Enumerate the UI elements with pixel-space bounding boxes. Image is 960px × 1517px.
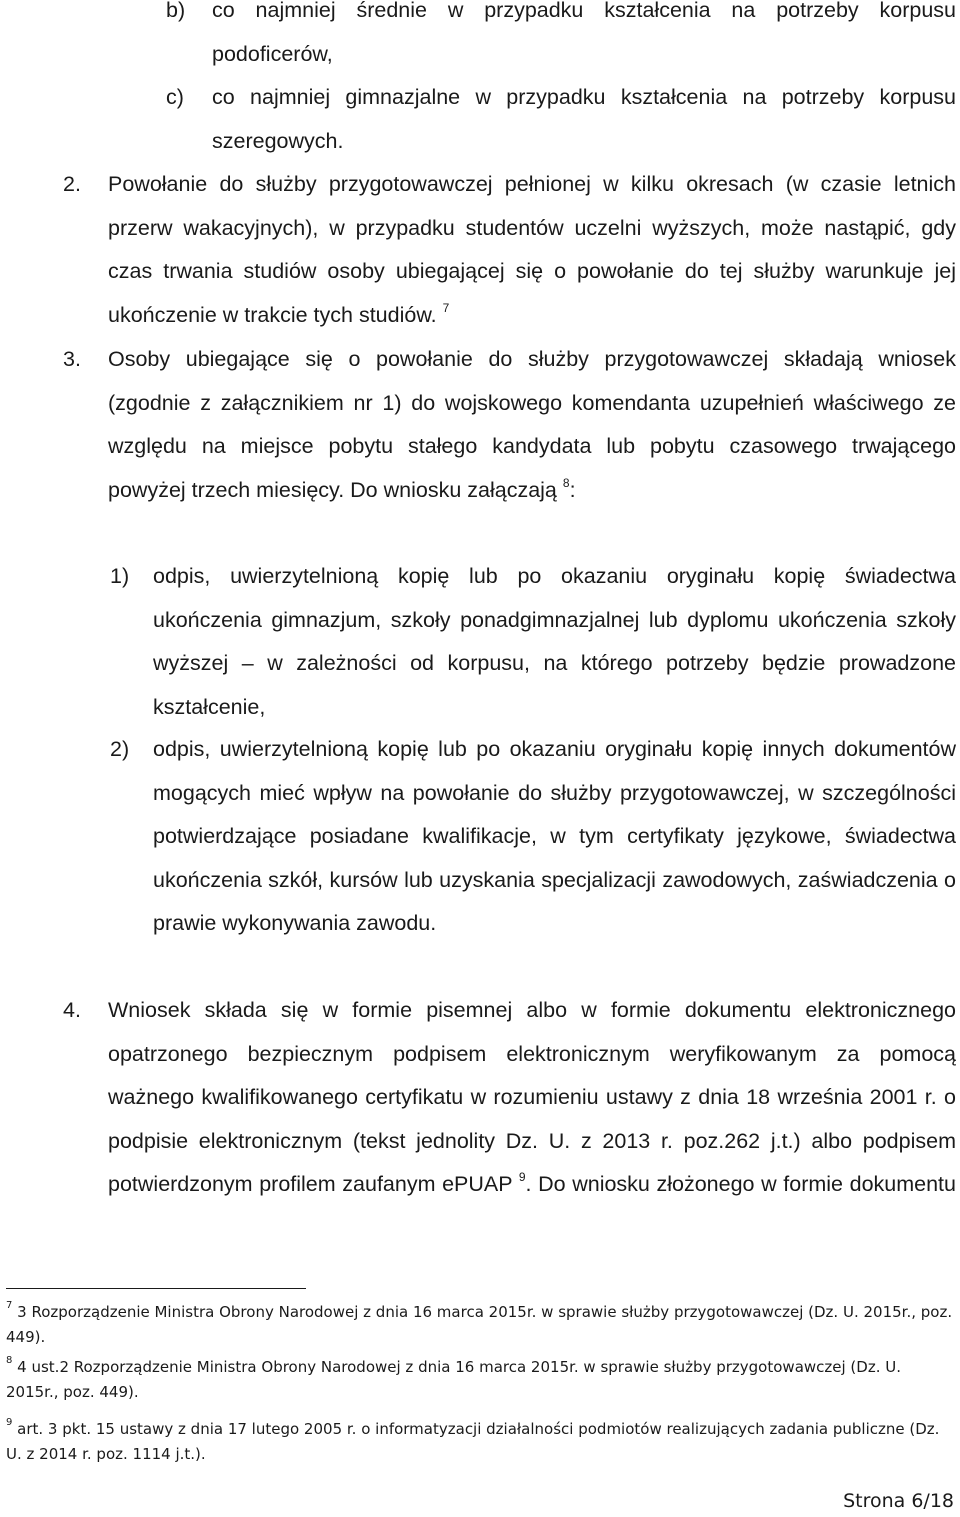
- list-item-text: odpis, uwierzytelnioną kopię lub po okazaniu oryginału kopię świadectwa ukończenia gimnazjum, szkoły ponadgimnazjalnej lub dyplomu ukończenia szkoły wyższej – w zależności od korpusu, na którego potrzeby będzie prowadzone kształcenie,: [153, 564, 956, 719]
- page-number: Strona 6/18: [843, 1490, 954, 1512]
- footnote-number: 8: [6, 1355, 13, 1366]
- paragraph-body: Osoby ubiegające się o powołanie do służby przygotowawczej składają wniosek (zgodnie z załącznikiem nr 1) do wojskowego komendanta uzupełnień właściwego ze względu na miejsce pobytu stałego kandydata lub pobytu czasowego trwającego powyżej trzech miesięcy. Do wniosku załączają: [108, 347, 956, 502]
- footnote-text: 4 ust.2 Rozporządzenie Ministra Obrony Narodowej z dnia 16 marca 2015r. w sprawie służby przygotowawczej (Dz. U. 2015r., poz. 449).: [6, 1358, 901, 1401]
- paragraph-tail: :: [569, 477, 576, 502]
- footnote-number: 9: [6, 1417, 13, 1428]
- footnote-text: art. 3 pkt. 15 ustawy z dnia 17 lutego 2005 r. o informatyzacji działalności podmiotów realizujących zadania publiczne (Dz. U. z 2014 r. poz. 1114 j.t.).: [6, 1420, 940, 1463]
- paragraph-body: Wniosek składa się w formie pisemnej albo w formie dokumentu elektronicznego opatrzonego bezpiecznym podpisem elektronicznym weryfikowanym za pomocą ważnego kwalifikowanego certyfikatu w rozumieniu ustawy z dnia 18 września 2001 r. o podpisie elektronicznym (tekst jednolity Dz. U. z 2013 r. poz.262 j.t.) albo podpisem potwierdzonym profilem zaufanym ePUAP: [108, 998, 956, 1197]
- list-marker: b): [166, 0, 186, 22]
- list-item-text: odpis, uwierzytelnioną kopię lub po okazaniu oryginału kopię innych dokumentów mogących mieć wpływ na powołanie do służby przygotowawczej, w szczególności potwierdzające posiadane kwalifikacje, w tym certyfikaty językowe, świadectwa ukończenia szkół, kursów lub uzyskania specjalizacji zawodowych, zaświadczenia o prawie wykonywania zawodu.: [153, 737, 956, 936]
- footnote-number: 7: [6, 1300, 13, 1311]
- list-item-text: co najmniej średnie w przypadku kształcenia na potrzeby korpusu podoficerów,: [212, 0, 956, 66]
- footnote-8: [6, 1355, 956, 1404]
- paragraph-tail: . Do wniosku złożonego w formie dokumentu: [525, 1172, 956, 1197]
- footnote-7: [6, 1300, 956, 1349]
- footnote-text: 3 Rozporządzenie Ministra Obrony Narodowej z dnia 16 marca 2015r. w sprawie służby przygotowawczej (Dz. U. 2015r., poz. 449).: [6, 1303, 953, 1346]
- footnote-separator: [6, 1288, 306, 1289]
- footnote-9: [6, 1417, 956, 1466]
- paragraph-2: [63, 163, 956, 337]
- paragraph-text: [108, 989, 956, 1207]
- paragraph-text: [108, 163, 956, 337]
- sublist-item-2: [110, 728, 956, 946]
- paragraph-number: 2.: [63, 172, 81, 196]
- paragraph-3: [63, 338, 956, 512]
- list-marker: c): [166, 85, 184, 109]
- footnote-ref-8[interactable]: 8: [562, 475, 570, 490]
- footnote-ref-7[interactable]: 7: [442, 300, 450, 315]
- footnote-ref-9[interactable]: 9: [518, 1170, 526, 1185]
- list-marker: 2): [110, 737, 130, 761]
- paragraph-number: 3.: [63, 347, 81, 371]
- list-marker: 1): [110, 564, 130, 588]
- list-item-c: [166, 76, 956, 163]
- list-item-b: [166, 0, 956, 76]
- list-item-text: co najmniej gimnazjalne w przypadku kształcenia na potrzeby korpusu szeregowych.: [212, 85, 956, 153]
- sublist-item-1: [110, 555, 956, 729]
- paragraph-text: [108, 338, 956, 512]
- paragraph-number: 4.: [63, 998, 81, 1022]
- paragraph-4: [63, 989, 956, 1207]
- paragraph-body: Powołanie do służby przygotowawczej pełnionej w kilku okresach (w czasie letnich przerw wakacyjnych), w przypadku studentów uczelni wyższych, może nastąpić, gdy czas trwania studiów osoby ubiegającej się o powołanie do tej służby warunkuje jej ukończenie w trakcie tych studiów.: [108, 172, 956, 327]
